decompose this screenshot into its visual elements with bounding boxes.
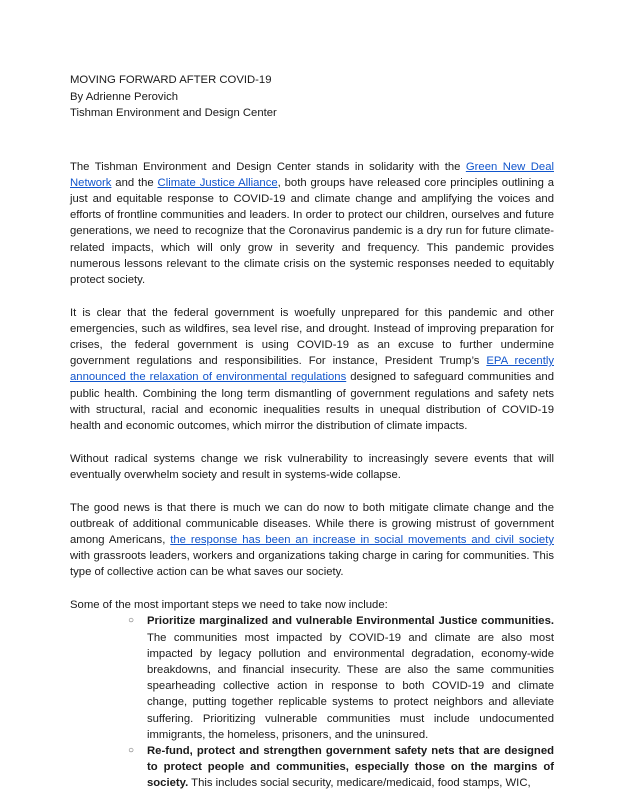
link-epa-relaxation[interactable]: EPA recently announced the relaxation of environmental regulations bbox=[70, 355, 554, 384]
step-heading: Prioritize marginalized and vulnerable Environmental Justice communities. bbox=[147, 615, 554, 628]
step-text: The communities most impacted by COVID-19 and climate are also most impacted by legacy pollution and environmental degradation, economy-wide breakdowns, and financial insecurity. These are also the same communities spearheading collective action in response to both COVID-19 and climate change, putting together replicable systems to protect neighbors and alleviate suffering. Prioritizing vulnerable communities must include undocumented immigrants, the homeless, prisoners, and the uninsured. bbox=[147, 631, 554, 741]
steps-list bbox=[70, 613, 554, 791]
organization: Tishman Environment and Design Center bbox=[70, 107, 277, 119]
paragraph-steps-intro: Some of the most important steps we need to take now include: bbox=[70, 599, 388, 612]
list-item bbox=[70, 613, 554, 743]
byline: By Adrienne Perovich bbox=[70, 90, 179, 103]
hollow-bullet-icon: ○ bbox=[128, 745, 135, 756]
list-item bbox=[70, 743, 554, 792]
step-heading: Re-fund, protect and strengthen government safety nets that are designed to protect people and communities, especially those on the margins of society. bbox=[147, 745, 554, 790]
document-title: MOVING FORWARD AFTER COVID-19 bbox=[70, 74, 272, 86]
document-page bbox=[70, 72, 554, 792]
paragraph-good-news: The good news is that there is much we can do now to both mitigate climate change and the outbreak of additional communicable diseases. While there is growing mistrust of government among Americans, the response has been an increase in social movements and civil society with grassroots leaders, workers and organizations taking charge in caring for communities. This type of collective action can be what saves our society. bbox=[70, 501, 554, 579]
paragraph-systems-change: Without radical systems change we risk vulnerability to increasingly severe events that will eventually overwhelm society and result in systems-wide collapse. bbox=[70, 452, 554, 481]
document-header bbox=[70, 72, 554, 122]
paragraph-intro: The Tishman Environment and Design Center stands in solidarity with the Green New Deal Network and the Climate Justice Alliance, both groups have released core principles outlining a just and equitable response to COVID-19 and climate change and amplifying the voices and efforts of frontline communities and leaders. In order to protect our children, ourselves and future generations, we need to recognize that the Coronavirus pandemic is a dry run for future climate-related impacts, which will only grow in severity and frequency. This pandemic provides numerous lessons relevant to the climate crisis on the systemic responses needed to equitably protect society. bbox=[70, 160, 555, 286]
link-social-movements[interactable]: the response has been an increase in social movements and civil society bbox=[170, 534, 554, 547]
step-text: This includes social security, medicare/medicaid, food stamps, WIC, bbox=[188, 777, 531, 790]
hollow-bullet-icon: ○ bbox=[128, 615, 135, 627]
link-climate-justice-alliance[interactable]: Climate Justice Alliance bbox=[157, 176, 278, 189]
link-green-new-deal-network[interactable]: Green New Deal Network bbox=[70, 160, 554, 189]
paragraph-federal-government: It is clear that the federal government is woefully unprepared for this pandemic and other emergencies, such as wildfires, sea level rise, and drought. Instead of improving preparation for crises, the federal government is using COVID-19 as an excuse to further undermine government regulations and responsibilities. For instance, President Trump’s EPA recently announced the relaxation of environmental regulations designed to safeguard communities and public health. Combining the long term dismantling of government regulations and safety nets with structural, racial and economic inequalities results in unequal distribution of COVID-19 health and economic outcomes, which mirror the distribution of climate impacts. bbox=[70, 306, 554, 433]
